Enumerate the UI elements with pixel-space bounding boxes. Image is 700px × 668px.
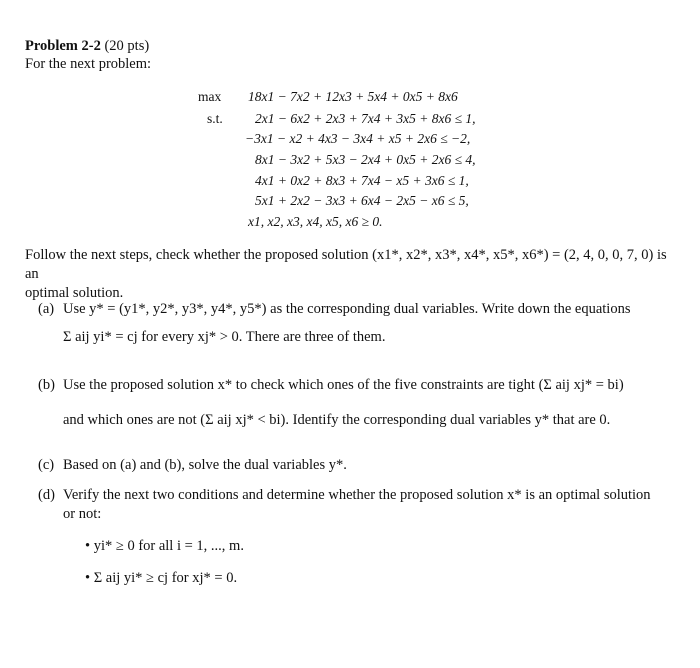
constraint-5: 5x1 + 2x2 − 3x3 + 6x4 − 2x5 − x6 ≤ 5, (255, 193, 469, 208)
part-a-line-2: Σ aij yi* = cj for every xj* > 0. There are three of them. (63, 329, 386, 345)
st-label: s.t. (207, 111, 223, 126)
max-label: max (198, 89, 222, 104)
objective-function (248, 89, 458, 105)
part-d-label: (d) (38, 487, 55, 503)
part-a-line-1: Use y* = (y1*, y2*, y3*, y4*, y5*) as the corresponding dual variables. Write down the equations (63, 301, 631, 317)
part-c (38, 456, 678, 475)
objective-text: 18x1 − 7x2 + 12x3 + 5x4 + 0x5 + 8x6 (248, 89, 458, 104)
part-a (38, 300, 678, 347)
part-c-label: (c) (38, 457, 55, 473)
part-a-label: (a) (38, 301, 55, 317)
part-c-line-1: Based on (a) and (b), solve the dual variables y*. (63, 457, 347, 473)
follow-instructions (25, 246, 675, 303)
part-d-line-2: or not: (63, 506, 102, 522)
bullet-item-1: • yi* ≥ 0 for all i = 1, ..., m. (85, 538, 244, 554)
bullet-text-2: Σ aij yi* ≥ cj for xj* = 0. (93, 570, 238, 586)
bullet-item-2: • Σ aij yi* ≥ cj for xj* = 0. (85, 570, 238, 586)
bullet-text-1: yi* ≥ 0 for all i = 1, ..., m. (93, 538, 244, 554)
part-b-line-2: and which ones are not (Σ aij xj* < bi). Identify the corresponding dual variables y* that are 0. (63, 412, 611, 428)
problem-title: Problem 2-2 (25, 38, 101, 54)
constraint-3: 8x1 − 3x2 + 5x3 − 2x4 + 0x5 + 2x6 ≤ 4, (255, 152, 476, 167)
problem-intro: For the next problem: (25, 56, 152, 72)
constraint-1: 2x1 − 6x2 + 2x3 + 7x4 + 3x5 + 8x6 ≤ 1, (255, 111, 476, 126)
part-b-line-1: Use the proposed solution x* to check which ones of the five constraints are tight (Σ aij xj* = bi) (63, 377, 624, 393)
follow-line-2: optimal solution. (25, 285, 124, 301)
follow-line-1: Follow the next steps, check whether the proposed solution (x1*, x2*, x3*, x4*, x5*, x6*) = (2, 4, 0, 0, 7, 0) is an (25, 247, 667, 282)
part-d (38, 486, 678, 524)
constraint-4: 4x1 + 0x2 + 8x3 + 7x4 − x5 + 3x6 ≤ 1, (255, 173, 469, 188)
problem-heading (25, 38, 149, 55)
part-b-label: (b) (38, 377, 55, 393)
part-b (38, 376, 678, 430)
part-d-line-1: Verify the next two conditions and determine whether the proposed solution x* is an optimal solution (63, 487, 651, 503)
problem-points: (20 pts) (104, 38, 150, 54)
nonnegativity: x1, x2, x3, x4, x5, x6 ≥ 0. (248, 214, 383, 229)
constraint-2: −3x1 − x2 + 4x3 − 3x4 + x5 + 2x6 ≤ −2, (245, 131, 471, 146)
